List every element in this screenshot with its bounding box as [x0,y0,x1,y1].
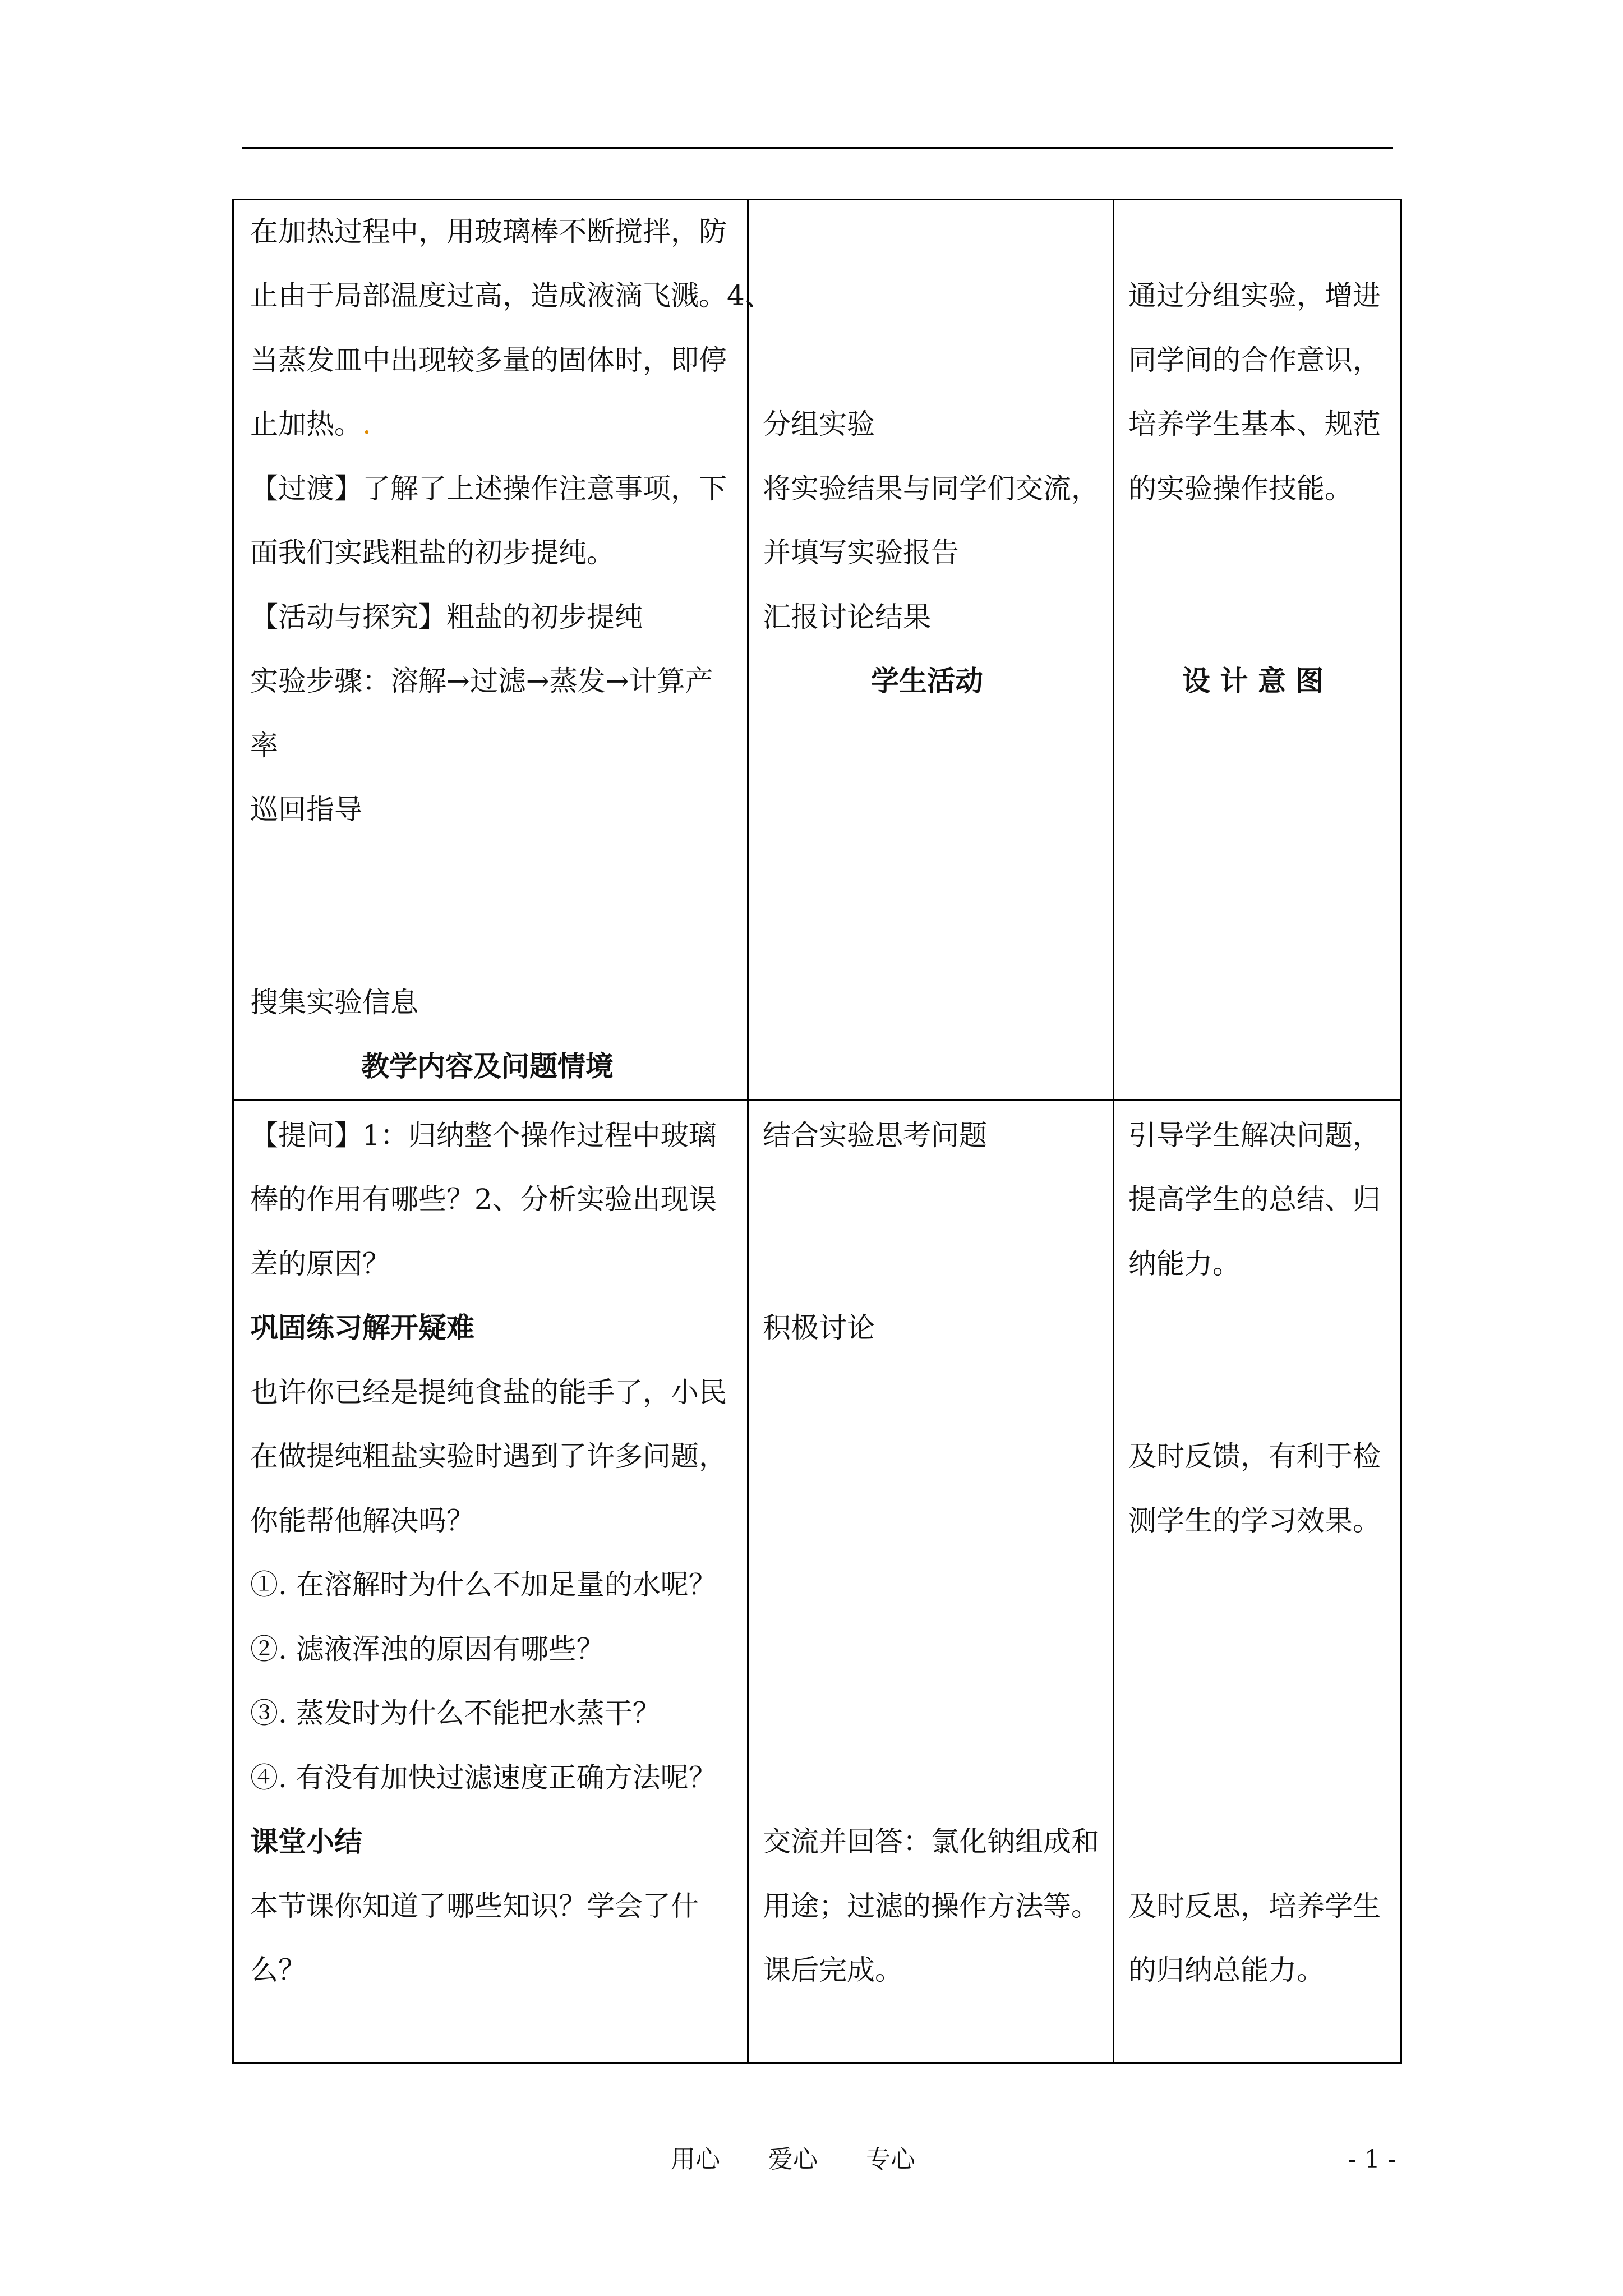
top-col2-line: 分组实验 [763,408,875,440]
bottom-col3-line: 测学生的学习效果。 [1128,1504,1381,1537]
top-col3-line: 同学间的合作意识， [1128,344,1381,376]
section-heading: 巩固练习解开疑难 [250,1312,474,1344]
bottom-col3-line: 提高学生的总结、归 [1128,1183,1381,1216]
bottom-col1-line: 也许你已经是提纯食盐的能手了，小民 [250,1376,727,1409]
bottom-col3-line: 及时反馈，有利于检 [1128,1440,1381,1473]
bottom-col2-line: 用途；过滤的操作方法等。 [763,1890,1099,1922]
bottom-col1-line: 你能帮他解决吗？ [250,1504,474,1537]
bottom-col1-line: 本节课你知道了哪些知识？学会了什 [250,1890,699,1922]
bottom-col2-line: 课后完成。 [763,1954,903,1986]
top-col3-line: 通过分组实验，增进 [1128,279,1381,312]
footer-motto: 用心 [671,2145,720,2174]
bottom-col2-line: 结合实验思考问题 [763,1119,987,1152]
bottom-col1-line: 棒的作用有哪些？2、分析实验出现误 [250,1183,717,1216]
page-number: - 1 - [1348,2145,1396,2174]
top-col1-line: 实验步骤：溶解→过滤→蒸发→计算产 [250,665,713,697]
bottom-col2-line: 积极讨论 [763,1312,875,1344]
top-col3-line: 的实验操作技能。 [1128,472,1353,505]
bottom-col1-line: 差的原因？ [250,1248,390,1280]
column-header-activity: 学生活动 [871,665,983,697]
top-col1-line: 【过渡】了解了上述操作注意事项，下 [250,472,727,505]
top-col1-line: 率 [250,729,278,762]
footer-motto: 爱心 [768,2145,818,2174]
bottom-col3-line: 的归纳总能力。 [1128,1954,1325,1986]
section-heading: 课堂小结 [250,1825,362,1858]
top-col2-line: 并填写实验报告 [763,536,959,569]
column-divider [747,200,749,2062]
bottom-col3-line: 纳能力。 [1128,1248,1241,1280]
top-col1-line: 当蒸发皿中出现较多量的固体时，即停 [250,344,727,376]
question-item: ④. 有没有加快过滤速度正确方法呢？ [250,1761,717,1794]
row-divider [234,1099,1400,1101]
bottom-col1-line: 在做提纯粗盐实验时遇到了许多问题， [250,1440,727,1473]
column-divider [1113,200,1114,2062]
column-header-content: 教学内容及问题情境 [361,1050,614,1083]
top-col1-line: 巡回指导 [250,793,362,826]
top-col3-line: 培养学生基本、规范 [1128,408,1381,440]
top-col1-line: 【活动与探究】粗盐的初步提纯 [250,601,643,633]
bottom-col1-line: 【提问】1：归纳整个操作过程中玻璃 [250,1119,717,1152]
bottom-col3-line: 引导学生解决问题， [1128,1119,1381,1152]
question-item: ③. 蒸发时为什么不能把水蒸干？ [250,1697,661,1729]
footer-motto: 专心 [866,2145,915,2174]
bottom-col3-line: 及时反思，培养学生 [1128,1890,1381,1922]
column-header-intent: 设 计 意 图 [1182,665,1324,697]
orange-dot: . [362,408,371,440]
bottom-col1-line: 么？ [250,1954,306,1986]
top-col1-line: 止加热。. [250,408,371,440]
top-col1-line: 在加热过程中，用玻璃棒不断搅拌，防 [250,215,727,248]
question-item: ②. 滤液浑浊的原因有哪些？ [250,1633,605,1665]
top-col2-line: 汇报讨论结果 [763,601,931,633]
top-col1-line: 面我们实践粗盐的初步提纯。 [250,536,615,569]
bottom-col2-line: 交流并回答：氯化钠组成和 [763,1825,1099,1858]
question-item: ①. 在溶解时为什么不加足量的水呢？ [250,1568,717,1601]
top-col1-line: 搜集实验信息 [250,986,418,1019]
top-col1-line: 止由于局部温度过高，造成液滴飞溅。4、 [250,279,773,312]
header-rule [242,147,1393,149]
top-col2-line: 将实验结果与同学们交流， [763,472,1099,505]
